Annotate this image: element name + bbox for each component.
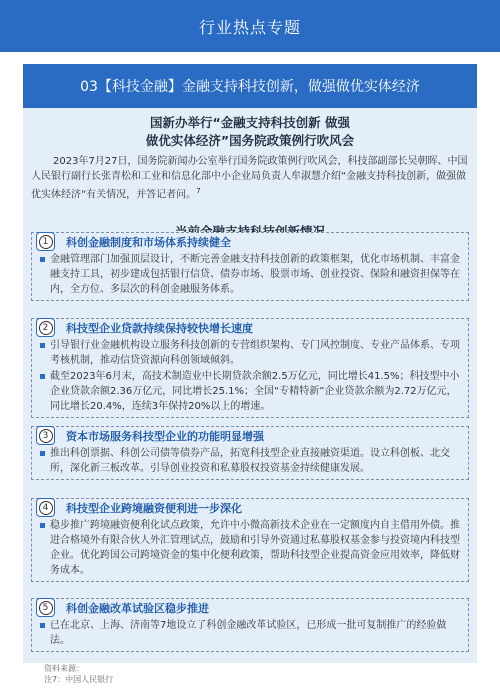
footnote-ref: 7 bbox=[196, 187, 201, 195]
news-title-line1: 国新办举行“金融支持科技创新 做强 bbox=[149, 115, 351, 130]
number-badge bbox=[36, 318, 55, 337]
card-3 bbox=[31, 426, 469, 480]
content-area bbox=[23, 108, 477, 663]
card-4 bbox=[31, 498, 469, 582]
bullet-item: 金融管理部门加强顶层设计，不断完善金融支持科技创新的政策框架，优化市场机制、丰富金融支持工具，初步建成包括银行信贷、债券市场、股票市场、创业投资、保险和融资担保等在内，全方位、多层次的科创金融服务体系。 bbox=[40, 252, 460, 297]
source-label: 资料来源： bbox=[44, 664, 84, 673]
card-2 bbox=[31, 318, 469, 418]
source-footnote: 注7：中国人民银行 bbox=[44, 675, 114, 684]
news-title-line2: 做优实体经济”国务院政策例行吹风会 bbox=[145, 133, 355, 148]
header-title: 行业热点专题 bbox=[198, 17, 301, 37]
header-bar bbox=[0, 0, 500, 52]
number-badge bbox=[36, 426, 55, 445]
number-badge bbox=[36, 598, 55, 617]
card-title: 科技型企业贷款持续保持较快增长速度 bbox=[66, 322, 253, 335]
card-5 bbox=[31, 598, 469, 652]
section-title: 03【科技金融】金融支持科技创新，做强做优实体经济 bbox=[80, 79, 420, 95]
bullet-item: 稳步推广跨境融资便利化试点政策，允许中小微高新技术企业在一定额度内自主借用外债。推进合格境外有限合伙人外汇管理试点，鼓励和引导外资通过私募股权基金参与投资境内科技型企业。优化跨国公司跨境资金的集中化便利政策，帮助科技型企业提高资金应用效率，降低财务成本。 bbox=[40, 518, 460, 578]
source-note bbox=[44, 663, 113, 685]
number-circle: 5 bbox=[39, 601, 53, 615]
news-title bbox=[23, 114, 477, 150]
section-bar bbox=[23, 64, 477, 108]
bullet-item: 已在北京、上海、济南等7地设立了科创金融改革试验区，已形成一批可复制推广的经验做法。 bbox=[40, 618, 460, 648]
number-badge bbox=[36, 232, 55, 251]
bullet-item: 推出科创票据、科创公司债等债券产品，拓宽科技型企业直接融资渠道。设立科创板、北交所，深化新三板改革。引导创业投资和私募股权投资基金持续健康发展。 bbox=[40, 446, 460, 476]
card-title: 科创金融制度和市场体系持续健全 bbox=[66, 236, 231, 249]
card-title: 科技型企业跨境融资便利进一步深化 bbox=[66, 502, 242, 515]
number-circle: 2 bbox=[39, 321, 53, 335]
card-title: 科创金融改革试验区稳步推进 bbox=[66, 602, 209, 615]
bullet-item: 截至2023年6月末，高技术制造业中长期贷款余额2.5万亿元，同比增长41.5%；科技型中小企业贷款余额2.36万亿元，同比增长25.1%；全国“专精特新”企业贷款余额为2.72万亿元，同比增长20.4%，连续3年保持20%以上的增速。 bbox=[40, 369, 460, 414]
number-badge bbox=[36, 498, 55, 517]
number-circle: 3 bbox=[39, 429, 53, 443]
number-circle: 1 bbox=[39, 235, 53, 249]
news-body bbox=[31, 154, 471, 202]
card-title: 资本市场服务科技型企业的功能明显增强 bbox=[66, 430, 264, 443]
news-body-text: 2023年7月27日，国务院新闻办公室举行国务院政策例行吹风会，科技部副部长吴朝晖、中国人民银行副行长张青松和工业和信息化部中小企业局负责人牟淑慧介绍“金融支持科技创新，做强做优实体经济”有关情况，并答记者问。 bbox=[31, 156, 468, 201]
number-circle: 4 bbox=[39, 501, 53, 515]
card-1 bbox=[31, 232, 469, 301]
bullet-item: 引导银行业金融机构设立服务科技创新的专营组织架构、专门风控制度、专业产品体系、专项考核机制，推动信贷资源向科创领域倾斜。 bbox=[40, 338, 460, 368]
